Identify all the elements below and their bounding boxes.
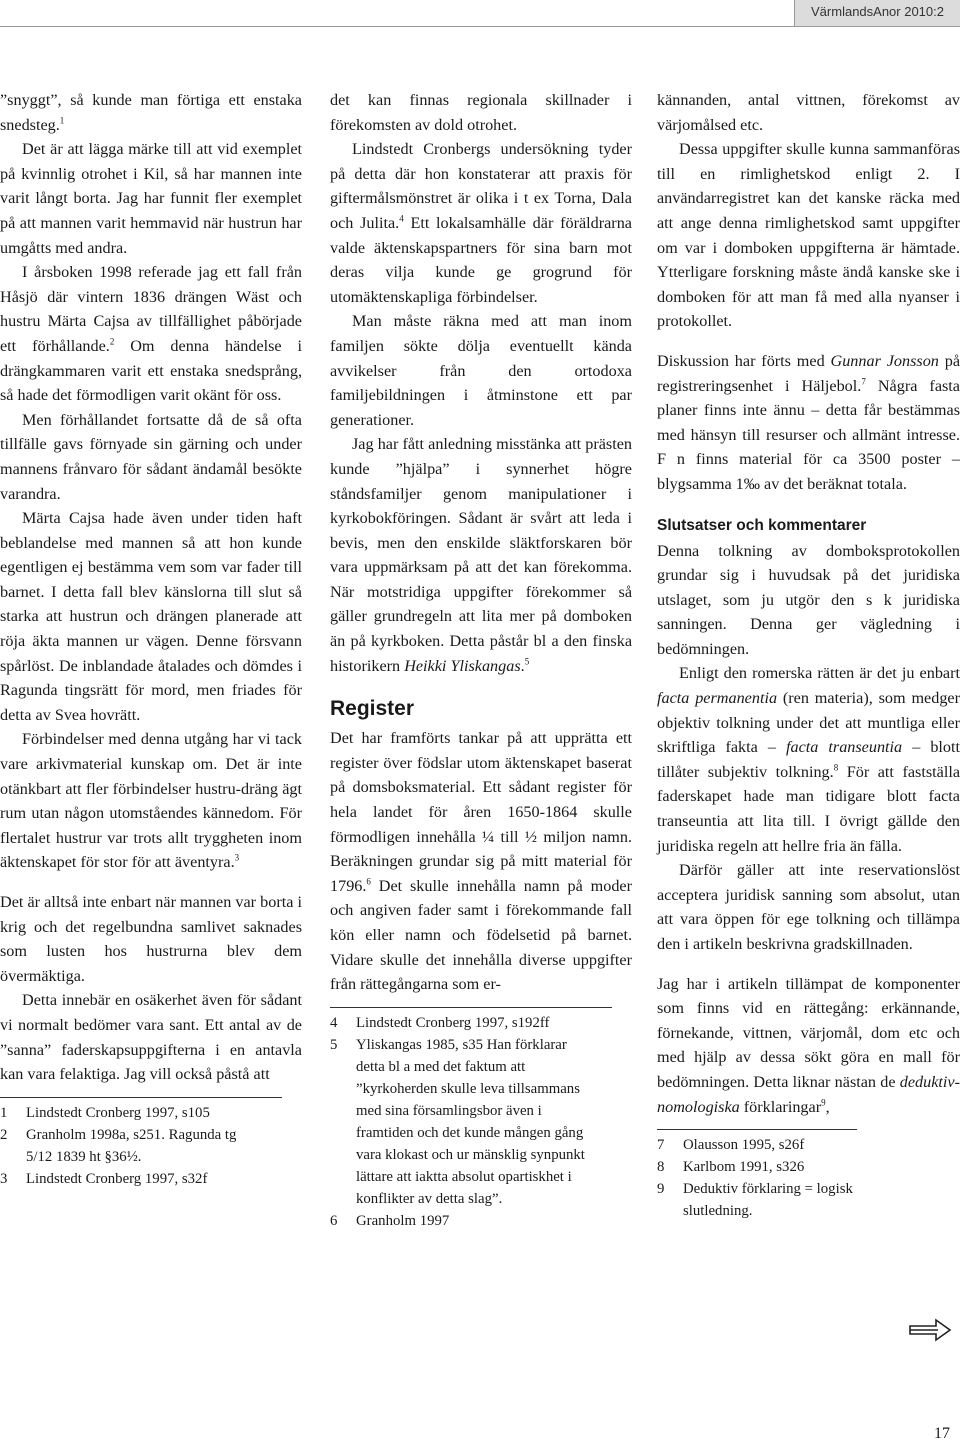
paragraph: Detta innebär en osäkerhet även för sådant vi normalt bedömer vara sant. Ett antal av de ”sanna” faderskapsuppgifterna i en antavla kan vara felaktiga. Jag vill också påstå att bbox=[0, 991, 302, 1084]
column-2 bbox=[330, 88, 632, 1232]
right-arrow-icon bbox=[908, 1318, 952, 1342]
paragraph: Jag har fått anledning misstänka att prästen kunde ”hjälpa” i synnerhet högre ståndsfamiljer genom manipulationer i kyrkobokföringen. Sådant är svårt att leda i bevis, men den enskilde släktforskaren bör vara uppmärksam på att det kan förekomma. När motstridiga uppgifter förekommer så gäller grundregeln att lita mer på domboken än på kyrkboken. Detta påstår bl a den finska historikern Heikki Yliskangas.$^5$ bbox=[330, 435, 632, 675]
header-rule bbox=[0, 26, 960, 27]
paragraph: det kan finnas regionala skillnader i förekomsten av dold otrohet. bbox=[330, 91, 632, 134]
column-3 bbox=[657, 88, 960, 1222]
paragraph: Jag har i artikeln tillämpat de komponenter som finns vid en rättegång: erkännande, förnekande, vittnen, värjomål, dom etc och med hjälp av dessa sökt göra en mall för bedömningen. Detta liknar nästan de deduktiv-nomologiska förklaringar$^9$, bbox=[657, 974, 960, 1116]
paragraph: Det är alltså inte enbart när mannen var borta i krig och det regelbundna samlivet saknades som lusten hos hustrurna blev dem övermäktiga. bbox=[0, 893, 302, 985]
footnote-rule bbox=[330, 1007, 612, 1008]
footnote: 2 Granholm 1998a, s251. Ragunda tg bbox=[0, 1126, 237, 1143]
paragraph: Märta Cajsa hade även under tiden haft beblandelse med mannen så att hon kunde egentligen ej bestämma vem som var fader till barnet. I detta fall blev känslorna till slut så starka att hustrun och drängen planerade att röja äkta mannen ur vägen. Denne försvann spårlöst. De inblandade åtalades och dömdes i Ragunda tingsrätt för mord, men friades för detta av Svea hovrätt. bbox=[0, 509, 302, 724]
footnote: 5 Yliskangas 1985, s35 Han förklarar detta bl a med det faktum att ”kyrkoherden skulle leva tillsammans med sina församlingsbor även i framtiden och det kunde mången gång vara klokast och ur mänsklig synpunkt lättare att iaktta absolut opartiskhet i konflikter av detta slag”. bbox=[330, 1036, 585, 1207]
footnotes bbox=[0, 1102, 302, 1190]
footnote: 4 Lindstedt Cronberg 1997, s192ff bbox=[330, 1014, 550, 1031]
footnotes bbox=[657, 1134, 960, 1222]
footnote: 8 Karlbom 1991, s326 bbox=[657, 1159, 805, 1176]
paragraph: Men förhållandet fortsatte då de så ofta tillfälle gavs förnyade sin gärning och under mannens frånvaro för sådant ändamål besökte varandra. bbox=[0, 410, 302, 503]
running-header bbox=[794, 0, 960, 27]
footnote-rule bbox=[657, 1129, 857, 1130]
paragraph: Man måste räkna med att man inom familjen sökte dölja eventuellt kända avvikelser från den ortodoxa familjebildningen i åtminstone ett par generationer. bbox=[330, 312, 632, 429]
footnote: 5/12 1839 ht §36½. bbox=[26, 1148, 142, 1165]
footnote: 9 Deduktiv förklaring = logisk slutledning. bbox=[657, 1181, 853, 1220]
paragraph: Diskussion har förts med Gunnar Jonsson på registreringsenhet i Häljebol.$^7$ Några fasta planer finns inte ännu – detta får bestämmas med hänsyn till resurser och allmänt intresse. F n finns material för ca 3500 poster – blygsamma 1‰ av det beräknat totala. bbox=[657, 351, 960, 493]
paragraph: ”snyggt”, så kunde man förtiga ett enstaka snedsteg.$^1$ bbox=[0, 91, 302, 134]
page-number: 17 bbox=[934, 1425, 950, 1442]
column-1 bbox=[0, 88, 302, 1190]
footnote: 6 Granholm 1997 bbox=[330, 1212, 450, 1229]
section-heading: Slutsatser och kommentarer bbox=[657, 516, 867, 534]
paragraph: I årsboken 1998 referade jag ett fall från Håsjö där vintern 1836 drängen Wäst och hustru Märta Cajsa av tillfällighet påbörjade ett förhållande.$^2$ Om denna händelse i drängkammaren varit ett enstaka snedsprång, så hade det förmodligen varit okänt för oss. bbox=[0, 263, 303, 405]
section-heading: Register bbox=[330, 697, 415, 721]
paragraph: Det är att lägga märke till att vid exemplet på kvinnlig otrohet i Kil, så har mannen inte varit långt borta. Jag har funnit fler exemplet på att mannen varit hemmavid när hustrun har umgåtts med andra. bbox=[0, 140, 302, 257]
paragraph: Dessa uppgifter skulle kunna sammanföras till en rimlighetskod enligt 2. I användarregistret kan det kanske räcka med att ange denna rimlighetskod samt uppgifter om var i domboken uppgifterna är hämtade. Ytterligare forskning måste ändå kanske ske i domboken för att man få med alla nyanser i protokollet. bbox=[657, 140, 960, 331]
paragraph: Därför gäller att inte reservationslöst acceptera juridisk sanning som absolut, utan att vara öppen för ege tolkning och tillämpa den i artikeln beskrivna gradskillnaden. bbox=[657, 861, 960, 953]
paragraph: Enligt den romerska rätten är det ju enbart facta permanentia (ren materia), som medger objektiv tolkning under det att muntliga eller skriftliga fakta – facta transeuntia – blott tillåter subjektiv tolkning.$^8$ För att fastställa faderskapet hade man tidigare blott facta transeuntia att lita till. I övrigt gällde den juridiska regeln att hellre fria än fälla. bbox=[657, 664, 960, 855]
footnotes bbox=[330, 1012, 632, 1232]
footnote: 1 Lindstedt Cronberg 1997, s105 bbox=[0, 1104, 210, 1121]
footnote: 7 Olausson 1995, s26f bbox=[657, 1137, 805, 1154]
paragraph: Denna tolkning av domboksprotokollen grundar sig i huvudsak på det juridiska utslaget, som ju utgör den s k juridiska sanningen. Denna ger vägledning i bedömningen. bbox=[657, 541, 960, 658]
footnote-rule bbox=[0, 1097, 282, 1098]
paragraph: Förbindelser med denna utgång har vi tack vare arkivmaterial kunskap om. Det är inte otänkbart att fler förbindelser hustru-dräng ägt rum utan någon utomståendes kännedom. För flertalet hustrur var trots allt tryggheten inom äktenskapet för stor för att äventyra.$^3$ bbox=[0, 730, 302, 872]
footnote: 3 Lindstedt Cronberg 1997, s32f bbox=[0, 1170, 208, 1187]
paragraph: Det har framförts tankar på att upprätta ett register över födslar utom äktenskapet baserat på domsboksmaterial. Ett sådant register för hela landet för åren 1650-1864 skulle förmodligen innehålla ¼ till ½ miljon namn. Beräkningen grundar sig på mitt material för 1796.$^6$ Det skulle innehålla namn på moder och angiven fader samt i förekommande fall kön eller namn och födelsetid på barnet. Vidare skulle det innehålla diverse uppgifter från rättegångarna som er- bbox=[330, 729, 632, 994]
paragraph: kännanden, antal vittnen, förekomst av värjomålsed etc. bbox=[657, 91, 960, 134]
running-header-title: VärmlandsAnor 2010:2 bbox=[811, 4, 944, 19]
paragraph: Lindstedt Cronbergs undersökning tyder på detta där hon konstaterar att praxis för giftermålsmönstret är olika i t ex Torna, Dala och Julita.$^4$ Ett lokalsamhälle där föräldrarna valde äktenskapspartners för sina barn mot deras vilja kunde ge grogrund för utomäktenskapliga förbindelser. bbox=[330, 140, 632, 306]
